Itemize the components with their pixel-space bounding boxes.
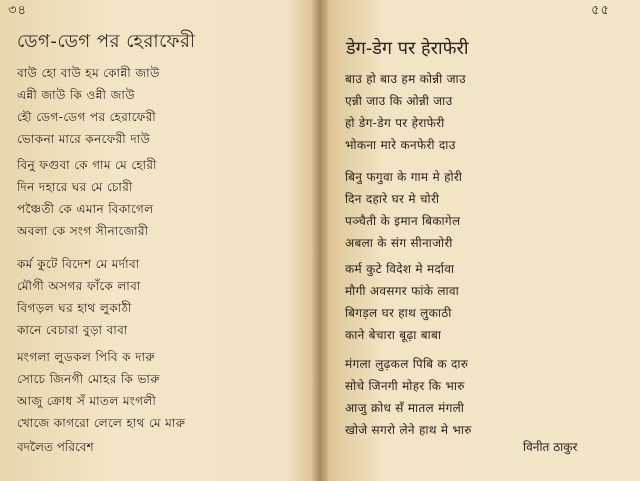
right-page bbox=[325, 0, 640, 481]
left-stanza-1-line-3: হৌ ডেগ-ডেগ পর হেরাফেরী bbox=[17, 110, 157, 124]
left-page bbox=[0, 0, 314, 481]
right-stanza-1-line-4: भोकना मारे कनफेरी दाउ bbox=[345, 138, 456, 152]
right-stanza-1 bbox=[345, 68, 466, 156]
right-stanza-1-line-3: हो डेग-डेग पर हेराफेरी bbox=[345, 116, 445, 130]
left-stanza-2-line-1: বিনু ফগুবা কে গাম মে হোরী bbox=[17, 158, 157, 172]
right-stanza-3 bbox=[345, 258, 459, 346]
left-stanza-4 bbox=[17, 346, 185, 434]
left-stanza-2 bbox=[17, 154, 157, 242]
right-stanza-2-line-4: अबला के संग सीनाजोरी bbox=[345, 236, 453, 250]
right-stanza-3-line-2: मौगी अवसगर फांके लावा bbox=[345, 284, 460, 298]
left-stanza-1-line-1: বাউ হো বাউ হম কোন্নী জাউ bbox=[17, 66, 160, 80]
left-stanza-3-line-2: মৌগী অসগর ফাঁকে লাবা bbox=[17, 279, 141, 293]
left-stanza-2-line-4: অবলা কে সংগ সীনাজোরী bbox=[17, 224, 149, 238]
right-stanza-4-line-4: खोजे सगरो लेने हाथ मे भारु bbox=[345, 423, 472, 437]
right-stanza-4-line-1: मंगला लुढ़कल पिबि क दारु bbox=[345, 357, 469, 371]
left-stanza-2-line-3: পঞ্চৈতী কে এমান বিকাগেল bbox=[17, 202, 154, 216]
right-page-number: ৫৫ bbox=[591, 3, 610, 18]
right-stanza-4 bbox=[345, 353, 472, 441]
left-stanza-3-line-1: কর্ম কুটে বিদেশ মে মর্দাবা bbox=[17, 257, 140, 271]
right-stanza-1-line-1: बाउ हो बाउ हम कोन्नी जाउ bbox=[345, 72, 466, 86]
left-stanza-1-line-4: ভোকনা মারে কনফেরী দাউ bbox=[17, 132, 151, 146]
left-stanza-1 bbox=[17, 62, 160, 150]
left-stanza-2-line-2: দিন দহারে ঘর মে চোরী bbox=[17, 180, 133, 194]
right-stanza-3-line-3: बिगड़ल घर हाथ लुकाठी bbox=[345, 306, 452, 320]
left-stanza-3 bbox=[17, 253, 141, 341]
right-stanza-3-line-4: काने बेचारा बूढ़ा बाबा bbox=[345, 328, 442, 342]
right-stanza-4-line-3: आजु क्रोध सँ मातल मंगली bbox=[345, 401, 465, 415]
left-poem-title: ডেগ-ডেগ পর হেরাফেরী bbox=[17, 31, 196, 52]
right-poem-title: डेग-डेग पर हेराफेरी bbox=[346, 38, 469, 59]
right-stanza-2-line-2: दिन दहारे घर मे चोरी bbox=[345, 192, 440, 206]
right-stanza-1-line-2: एन्नी जाउ कि ओन्नी जाउ bbox=[345, 94, 453, 108]
left-stanza-4-line-1: মংগলা লুডকল পিবি ক দারু bbox=[17, 350, 155, 364]
left-stanza-4-line-3: আজু ক্রোধ সঁ মাতল মংগলী bbox=[17, 394, 157, 408]
left-stanza-4-line-4: খোজে কাগরো লেলে হাথ মে মারু bbox=[17, 416, 186, 430]
right-stanza-3-line-1: कर्म कुटे विदेश मे मर्दावा bbox=[345, 262, 455, 276]
left-page-number: ৩৪ bbox=[8, 3, 27, 18]
right-stanza-4-line-2: सोचे जिनगी मोहर कि भारु bbox=[345, 379, 465, 393]
left-stanza-4-line-2: সোচে জিনগী মোহর কি ভারু bbox=[17, 372, 160, 386]
right-page-footer: विनीत ठाकुर bbox=[523, 440, 578, 454]
right-stanza-2-line-1: बिनु फगुवा के गाम मे होरी bbox=[345, 170, 463, 184]
left-stanza-1-line-2: এন্নী জাউ কি ওন্নী জাউ bbox=[17, 88, 135, 102]
left-stanza-3-line-4: কানে বেচারা বুড়া বাবা bbox=[17, 323, 128, 337]
right-stanza-2-line-3: पञ्चैती के इमान बिकागेल bbox=[345, 214, 461, 228]
right-stanza-2 bbox=[345, 166, 462, 254]
left-page-footer: বদলৈত পরিবেশ bbox=[17, 440, 94, 454]
left-stanza-3-line-3: বিগড়ল ঘর হাথ লুকাঠী bbox=[17, 301, 132, 315]
